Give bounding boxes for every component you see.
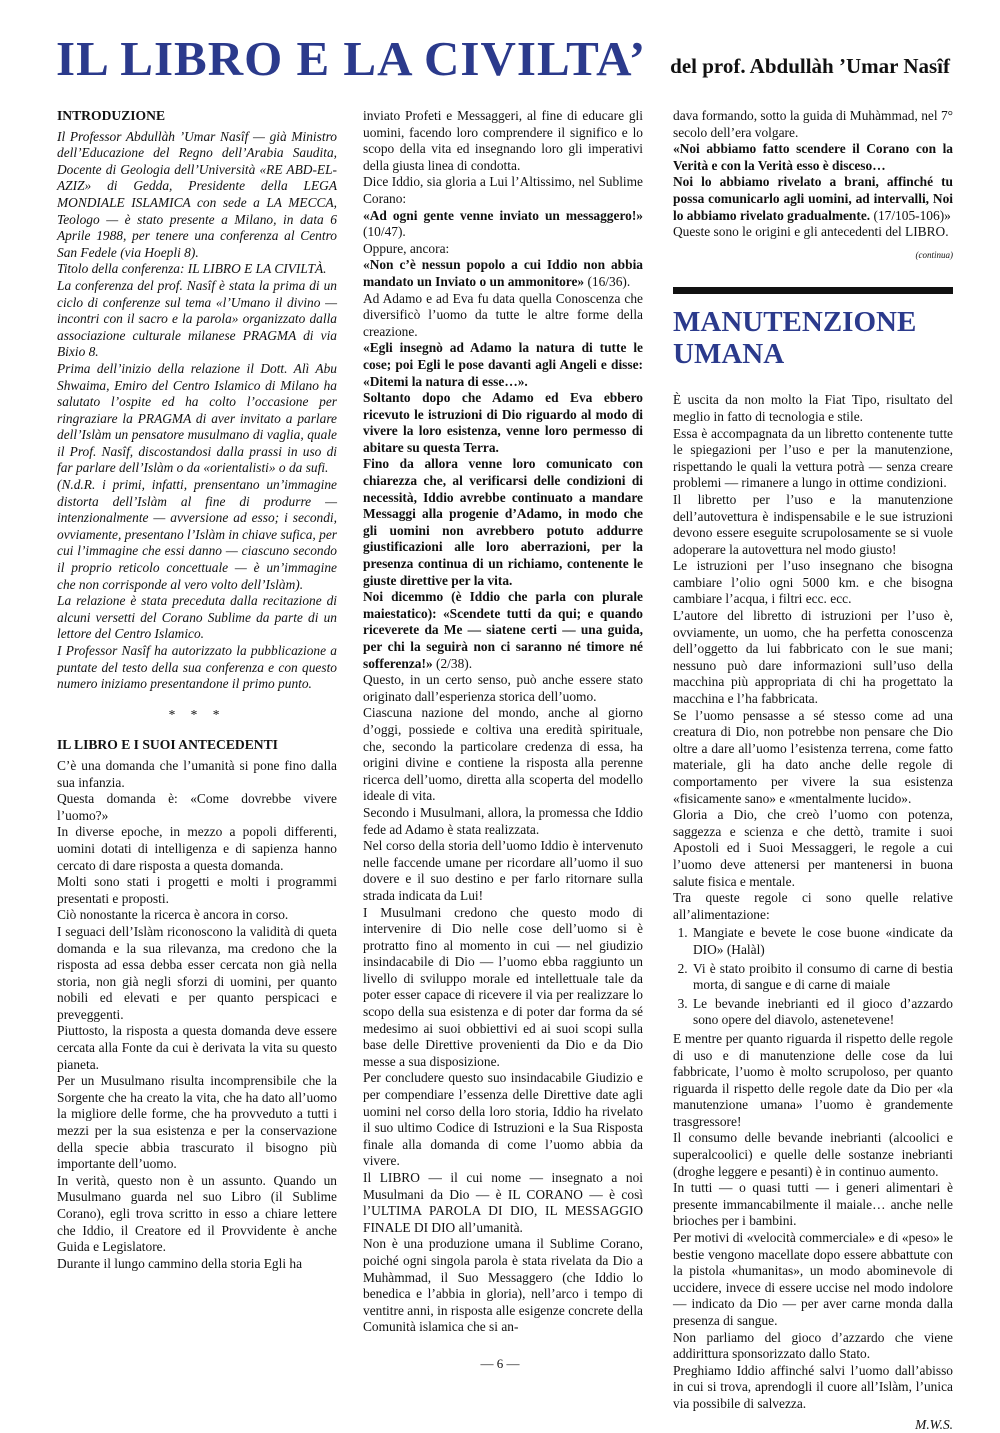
- body-paragraph: [363, 291, 643, 341]
- body-text: Nel corso della storia dell’uomo Iddio è intervenuto nelle faccende umane per ricordare all’uomo il suo dovere e il suo destino e per farlo ritornare sulla strada indicata da Lui!: [363, 838, 643, 903]
- intro-paragraph: Prima dell’inizio della relazione il Dott. Alì Abu Shwaima, Emiro del Centro Islamico di Milano ha salutato l’ospite ed ha colto l’occasione per ringraziare la PRAGMA di aver invitato a parlare dell’Islàm un pensatore musulmano di vaglia, quale il Prof. Nasîf, discostandosi dalla prassi in uso di far parlare dell’Islàm o da «orientalisti» o da sufi.: [57, 360, 337, 476]
- column-1: [57, 108, 337, 1272]
- body-text: Dice Iddio, sia gloria a Lui l’Altissimo, nel Sublime Corano:: [363, 174, 643, 206]
- body-text: Secondo i Musulmani, allora, la promessa che Iddio fede ad Adamo è stata realizzata.: [363, 804, 643, 837]
- body-paragraph: [363, 1170, 643, 1236]
- body-paragraph: Questa domanda è: «Come dovrebbe vivere l’uomo?»: [57, 791, 337, 823]
- quoted-verse: «Noi abbiamo fatto scendere il Corano con la Verità e con la Verità esso è disceso…: [673, 141, 953, 173]
- body-paragraph: In verità, questo non è un assunto. Quando un Musulmano guarda nel suo Libro (il Sublime Corano), egli trova scritto in esso a chiare lettere che Iddio, il Creatore ed il Provvidente è anche Guida e Legislatore.: [57, 1172, 337, 1255]
- body-text: Ciascuna nazione del mondo, anche al giorno d’oggi, possiede e coltiva una eredità spirituale, che, secondo la particolare credenza di essa, ha origini divine e contiene la risposta alla perenne ricerca dell’uomo, diretta alla scoperta del modello ideale di vita.: [363, 705, 643, 804]
- verse-reference: (16/36).: [584, 273, 631, 289]
- section-divider-rule: [673, 287, 953, 294]
- quoted-verse: Soltanto dopo che Adamo ed Eva ebbero ricevuto le istruzioni di Dio riguardo al modo di vivere la loro esistenza, venne loro permesso di abitare su questa Terra.: [363, 390, 643, 455]
- intro-paragraph: (N.d.R. i primi, infatti, prensentano un’immagine distorta dell’Islàm al fine di produrre — intenzionalmente — avversione ad esso; i secondi, ovviamente, presentano l’Islàm in chiave sufica, per cui l’immagine che essi danno — ciascuno secondo il proprio reticolo concettuale — è un’immagine che non corrisponde al vero volto dell’Islàm).: [57, 477, 337, 592]
- quoted-verse: «Non c’è nessun popolo a cui Iddio non abbia mandato un Inviato o un ammonitore»: [363, 257, 643, 289]
- body-paragraph: In diverse epoche, in mezzo a popoli differenti, uomini dotati di intelligenza e di sapienza hanno cercato di dare risposta a questa domanda.: [57, 824, 337, 873]
- intro-paragraph: I Professor Nasîf ha autorizzato la pubblicazione a puntate del testo della sua conferenza e con questo numero iniziamo presentandone il primo punto.: [57, 643, 337, 692]
- body-paragraph: I seguaci dell’Islàm riconoscono la validità di queta domanda e la sua rilevanza, ma credono che la risposta ad essa debba esser cercata non già nella storia, non già negli sforzi di uomini, per quanto nobili ed elevati e per quanto perspicaci e preveggenti.: [57, 923, 337, 1022]
- body-paragraph: Le istruzioni per l’uso insegnano che bisogna cambiare l’olio ogni 5000 km. e che bisogna cambiare l’acqua, i filtri ecc. ecc.: [673, 558, 953, 607]
- rules-list: [673, 925, 953, 1029]
- body-paragraph: Ciò nonostante la ricerca è ancora in corso.: [57, 907, 289, 923]
- body-paragraph: [363, 241, 643, 258]
- continua-note: (continua): [915, 249, 953, 260]
- body-paragraph: [673, 224, 953, 241]
- body-text: Oppure, ancora:: [363, 240, 450, 256]
- body-paragraph: [673, 174, 953, 224]
- quoted-verse: Noi dicemmo (è Iddio che parla con plurale maiestatico): «Scendete tutti da qui; e quando riceverete da Me — siatene certi — una guida, per chi la seguirà non ci saranno né timore né sofferenza!»: [363, 589, 643, 671]
- body-paragraph: [363, 340, 643, 390]
- section-separator: * * *: [168, 706, 226, 722]
- intro-heading: INTRODUZIONE: [57, 108, 166, 123]
- body-text: Queste sono le origini e gli antecedenti del LIBRO.: [673, 224, 949, 240]
- body-paragraph: Piuttosto, la risposta a questa domanda deve essere cercata alla Fonte da cui è derivata la vita su questo pianeta.: [57, 1023, 337, 1072]
- intro-paragraph: Titolo della conferenza: IL LIBRO E LA CIVILTÀ.: [57, 261, 327, 277]
- body-text: Il LIBRO — il cui nome — insegnato a noi Musulmani da Dio — è IL CORANO — è così l’ULTIMA PAROLA DI DIO, IL MESSAGGIO FINALE DI DIO all’umanità.: [363, 1170, 643, 1235]
- page-number: — 6 —: [480, 1356, 520, 1371]
- quoted-verse: «Ad ogni gente venne inviato un messaggero!»: [363, 207, 643, 223]
- body-text: Ad Adamo e ad Eva fu data quella Conoscenza che diversificò l’uomo da tutte le altre forme della creazione.: [363, 290, 643, 339]
- body-paragraph: Per un Musulmano risulta incomprensibile che la Sorgente che ha creato la vita, che ha dato all’uomo la migliore delle forme, che ha provveduto a tutti i mezzi per la sua esistenza e per la conservazione della specie abbia trascurato il bisogno più importante dell’uomo.: [57, 1073, 337, 1172]
- quoted-verse: «Egli insegnò ad Adamo la natura di tutte le cose; poi Egli le pose davanti agli Angeli e disse: «Ditemi la natura di esse…».: [363, 340, 643, 389]
- body-paragraph: [363, 456, 643, 589]
- body-paragraph: L’autore del libretto di istruzioni per l’uso è, ovviamente, un uomo, che ha perfetta conoscenza dell’oggetto da lui fabbricato con le sue mani; nessuno può dare informazioni sull’uso della macchina più appropriata di chi ha progettato la macchina e l’ha fabbricata.: [673, 608, 953, 707]
- body-paragraph: Il consumo delle bevande inebrianti (alcoolici e superalcoolici) e quelle delle sostanze inebrianti (droghe leggere e pesanti) è in continuo aumento.: [673, 1130, 953, 1179]
- body-paragraph: Tra queste regole ci sono quelle relative all’alimentazione:: [673, 890, 953, 922]
- intro-paragraph: La conferenza del prof. Nasîf è stata la prima di un ciclo di conferenze sul tema «l’Umano il divino — incontri con il sacro e la parola» organizzato dalla associazione culturale milanese PRAGMA di via Bixio 8.: [57, 277, 337, 360]
- verse-reference: (17/105-106)»: [870, 207, 951, 223]
- list-item: 3. Le bevande inebrianti ed il gioco d’azzardo sono opere del diavolo, astenetevene!: [691, 996, 953, 1029]
- body-paragraph: Preghiamo Iddio affinché salvi l’uomo dall’abisso in cui si trova, aprendogli il cuore all’Islàm, l’unica via possibile di salvezza.: [673, 1362, 953, 1411]
- body-paragraph: [363, 705, 643, 805]
- body-paragraph: [363, 108, 643, 174]
- body-text: dava formando, sotto la guida di Muhàmmad, nel 7° secolo dell’era volgare.: [673, 108, 953, 140]
- body-text: Questo, in un certo senso, può anche essere stato originato dall’esperienza storica dell’uomo.: [363, 672, 643, 704]
- section2-heading: MANUTENZIONE UMANA: [673, 306, 917, 371]
- body-text: I Musulmani credono che questo modo di intervenire di Dio nelle cose dell’uomo si è protratto fino al momento in cui — nel giudizio insindacabile di Dio — l’uomo ebba raggiunto un livello di sviluppo morale ed intellettuale tale da poter esser capace di ricevere il via per realizzare lo scopo della sua esistenza e di poter dar forma da sé medesimo ai suoi obbiettivi ed ai suoi scopi sulla base delle Direttive provenienti da Dio e da Dio messe a sua disposizione.: [363, 904, 643, 1069]
- intro-paragraph: Il Professor Abdullàh ’Umar Nasîf — già Ministro dell’Educazione del Regno dell’Arabia Saudita, Docente di Geologia dell’Università «RE ABD-EL-AZIZ» di Gedda, Presidente della LEGA MONDIALE ISLAMICA con sede a LA MECCA, Teologo — è stato presente a Milano, in data 6 Aprile 1988, per tenere una conferenza al Centro San Fedele (via Hoepli 8).: [57, 128, 337, 260]
- body-paragraph: In tutti — o quasi tutti — i generi alimentari è presente immancabilmente il maiale… anche nelle brioches per i bambini.: [673, 1180, 953, 1229]
- column-3: [673, 108, 953, 1433]
- body-text: inviato Profeti e Messaggeri, al fine di educare gli uomini, facendo loro comprendere il significo e lo scopo della vita ed insegnando loro gli imperativi della giusta linea di condotta.: [363, 108, 643, 173]
- quoted-verse: Fino da allora venne loro comunicato con chiarezza che, al verificarsi delle condizioni di necessità, Iddio avrebbe continuato a mandare Messaggi alla progenie d’Adamo, in modo che gli uomini non avrebbero potuto addurre giustificazioni alle loro aberrazioni, per la presenza continua di un richiamo, contenente le giuste direttive per la vita.: [363, 456, 643, 588]
- author-byline: del prof. Abdullàh ’Umar Nasîf: [670, 54, 950, 78]
- body-paragraph: [363, 905, 643, 1071]
- body-paragraph: Se l’uomo pensasse a sé stesso come ad una creatura di Dio, non potrebbe non pensare che Dio oltre a dare all’uomo l’esistenza terrena, come fatto materiale, gli ha dato anche delle regole di comportamento per vivere la sua esistenza «fisicamente sano» e «mentalmente lucido».: [673, 707, 953, 806]
- body-paragraph: [363, 390, 643, 456]
- body-paragraph: È uscita da non molto la Fiat Tipo, risultato del meglio in fatto di tecnologia e stile.: [673, 392, 953, 424]
- intro-block: [57, 129, 337, 693]
- article-header: [56, 30, 956, 90]
- section1-continuation: [673, 108, 953, 241]
- body-paragraph: [363, 174, 643, 207]
- body-paragraph: [363, 208, 643, 241]
- body-paragraph: Per motivi di «velocità commerciale» e di «peso» le bestie vengono macellate dopo essere abbattute con la pistola «humanitas», un modo abominevole di uccidere, invece di essere uccise nel modo indolore — indicato da Dio — per aver carne monda dalla presenza di sangue.: [673, 1230, 953, 1328]
- list-item: 1. Mangiate e bevete le cose buone «indicate da DIO» (Halàl): [691, 925, 953, 958]
- body-text: Non è una produzione umana il Sublime Corano, poiché ogni singola parola è stata rivelata da Dio a Muhàmmad, il Suo Messaggero (che Iddio lo benedica e l’abbia in gloria), nell’arco i tempo di ventitre anni, in risposta alle esigenze concrete della Comunità islamica che si an-: [363, 1236, 643, 1335]
- body-paragraph: Molti sono stati i progetti e molti i programmi presentati e proposti.: [57, 874, 337, 906]
- body-paragraph: [363, 1070, 643, 1170]
- body-paragraph: [363, 589, 643, 672]
- body-paragraph: C’è una domanda che l’umanità si pone fino dalla sua infanzia.: [57, 757, 337, 790]
- body-paragraph: [363, 257, 643, 290]
- author-signature: M.W.S.: [915, 1416, 953, 1432]
- body-paragraph: E mentre per quanto riguarda il rispetto delle regole di uso e di manutenzione delle cose da lui fabbricate, l’uomo è molto scrupoloso, per quanto riguarda il rispetto delle regole date da Dio per «la manutenzione umana» l’uomo è grandemente trasgressore!: [673, 1030, 953, 1129]
- body-paragraph: Il libretto per l’uso e la manutenzione dell’autovettura è indispensabile e le sue istruzioni devono essere eseguite scrupolosamente se si vuole adoperare la autovettura nel modo giusto!: [673, 491, 953, 557]
- body-paragraph: [673, 108, 953, 141]
- column-2: [363, 108, 643, 1336]
- list-item: 2. Vi è stato proibito il consumo di carne di bestia morta, di sangue e di carne di maiale: [691, 961, 953, 994]
- body-paragraph: Gloria a Dio, che creò l’uomo con potenza, saggezza e scienza e che dettò, tramite i suoi Apostoli ed i Suoi Messaggeri, le regole a cui l’uomo deve attenersi per mantenersi in buona salute fisica e mentale.: [673, 807, 953, 889]
- body-paragraph: [673, 141, 953, 174]
- body-paragraph: Durante il lungo cammino della storia Egli ha: [57, 1255, 303, 1271]
- body-paragraph: [363, 805, 643, 838]
- body-paragraph: [363, 1236, 643, 1336]
- verse-reference: (10/47).: [363, 224, 406, 240]
- article-title: IL LIBRO E LA CIVILTA’: [56, 31, 647, 86]
- body-paragraph: Essa è accompagnata da un libretto contenente tutte le spiegazioni per l’uso e per la manutenzione, rispettando le quali la vettura potrà — senza creare problemi — rimanere a lungo in ottime condizioni.: [673, 425, 953, 491]
- body-paragraph: [363, 672, 643, 705]
- section1-heading: IL LIBRO E I SUOI ANTECEDENTI: [57, 737, 278, 753]
- body-paragraph: [363, 838, 643, 904]
- body-text: Per concludere questo suo insindacabile Giudizio e per compendiare l’essenza delle Direttive date agli uomini nel corso della loro storia, Iddio ha rivelato il suo ultimo Codice di Istruzioni e la Sua Risposta finale alla domanda di come l’uomo abbia da vivere.: [363, 1070, 643, 1169]
- verse-reference: (2/38).: [432, 655, 473, 671]
- quoted-verse: Noi lo abbiamo rivelato a brani, affinché tu possa comunicarlo agli uomini, ad intervalli, Noi lo abbiamo rivelato gradualmente.: [673, 174, 953, 223]
- body-paragraph: Non parliamo del gioco d’azzardo che viene addirittura sponsorizzato dallo Stato.: [673, 1329, 953, 1362]
- intro-paragraph: La relazione è stata preceduta dalla recitazione di alcuni versetti del Corano Sublime da parte di un lettore del Centro Islamico.: [57, 593, 337, 642]
